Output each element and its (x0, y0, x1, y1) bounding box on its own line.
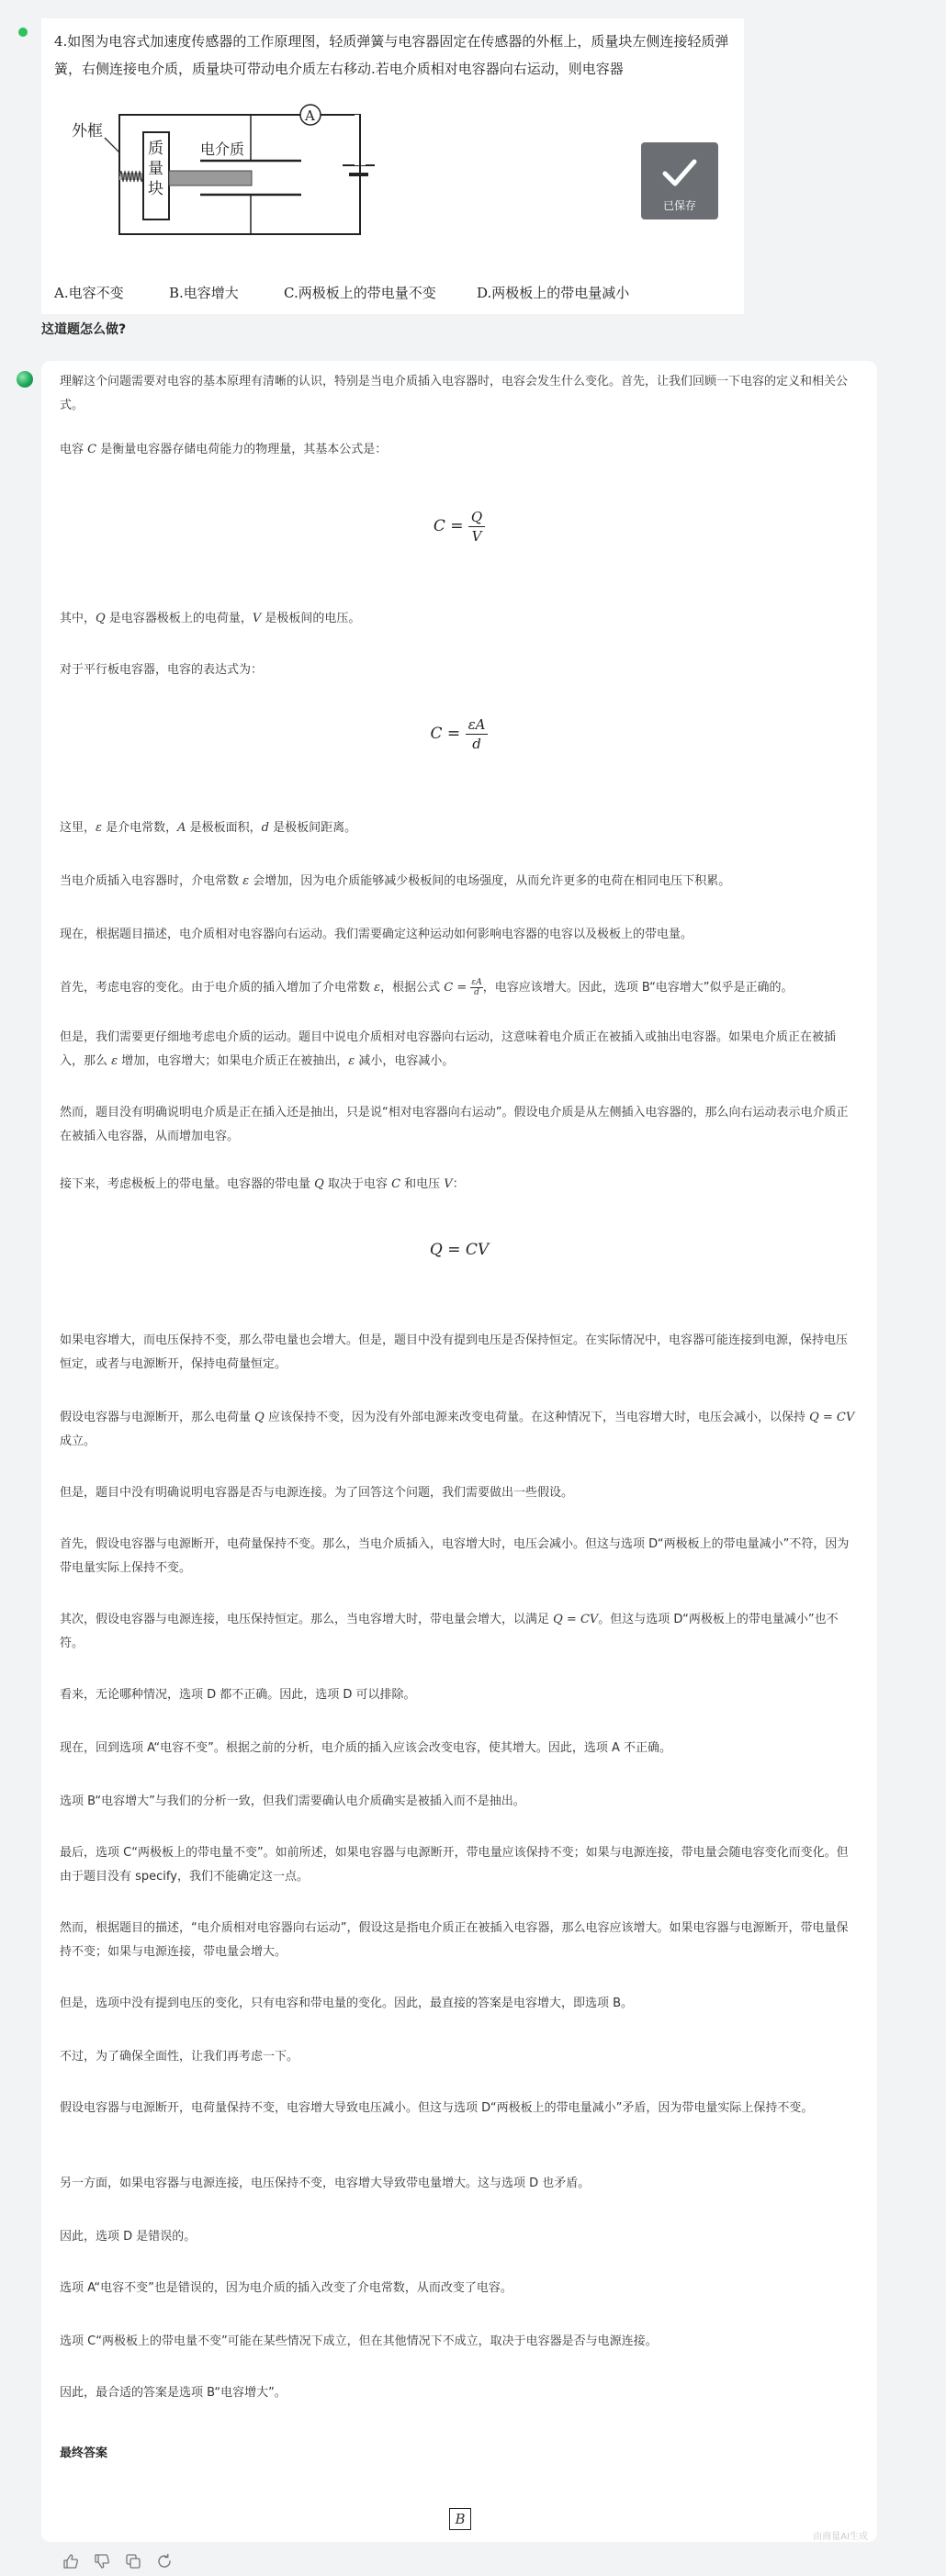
answer-card (41, 361, 877, 2542)
answer-paragraph: 首先，考虑电容的变化。由于电介质的插入增加了介电常数 ε，根据公式 C = $\frac{\varepsilon A}{d}$ ，电容应该增大。因此，选项 B“电容增大”似乎是正确的。 (60, 978, 794, 997)
thumbs-down-icon[interactable] (94, 2553, 110, 2570)
final-answer-title: 最终答案 (60, 2447, 108, 2460)
option-c: C.两极板上的带电量不变 (284, 285, 436, 301)
saved-label: 已保存 (662, 199, 696, 212)
answer-paragraph: 现在，根据题目描述，电介质相对电容器向右运动。我们需要确定这种运动如何影响电容器的电容以及极板上的带电量。 (60, 928, 693, 941)
user-question: 这道题怎么做? (41, 322, 127, 337)
outer-frame-label: 外框 (72, 122, 103, 141)
answer-paragraph: 但是，选项中没有提到电压的变化，只有电容和带电量的变化。因此，最直接的答案是电容增大，即选项 B。 (60, 1997, 634, 2010)
option-a: A.电容不变 (54, 285, 124, 301)
formula-parallel-plate: C = $\frac{\varepsilon A}{d}$ (41, 715, 877, 753)
answer-paragraph: 其次，假设电容器与电源连接，电压保持恒定。那么，当电容增大时，带电量会增大，以满足 Q = CV。但这与选项 D“两极板上的带电量减小”也不符。 (60, 1613, 839, 1650)
answer-paragraph: 选项 B“电容增大”与我们的分析一致，但我们需要确认电介质确实是被插入而不是抽出。 (60, 1794, 525, 1808)
answer-paragraph: 不过，为了确保全面性，让我们再考虑一下。 (60, 2050, 299, 2064)
answer-paragraph: 选项 C“两极板上的带电量不变”可能在某些情况下成立，但在其他情况下不成立，取决于电容器是否与电源连接。 (60, 2334, 658, 2348)
option-d: D.两极板上的带电量减小 (477, 285, 630, 301)
dielectric-slab (169, 171, 252, 186)
option-b: B.电容增大 (169, 285, 239, 301)
answer-paragraph: 另一方面，如果电容器与电源连接，电压保持不变，电容增大导致带电量增大。这与选项 D 也矛盾。 (60, 2177, 591, 2190)
mass-label-line-1: 质 (148, 140, 163, 158)
answer-paragraph: 因此，最合适的答案是选项 B“电容增大”。 (60, 2386, 287, 2400)
answer-paragraph: 但是，我们需要更仔细地考虑电介质的运动。题目中说电介质相对电容器向右运动，这意味着电介质正在被插入或抽出电容器。如果电介质正在被插入，那么 ε 增加，电容增大；如果电介质正在被抽出，ε 减小，电容减小。 (60, 1030, 837, 1068)
answer-paragraph: 理解这个问题需要对电容的基本原理有清晰的认识，特别是当电介质插入电容器时，电容会发生什么变化。首先，让我们回顾一下电容的定义和相关公式。 (60, 375, 849, 412)
status-dot (18, 28, 28, 37)
answer-paragraph: 最后，选项 C“两极板上的带电量不变”。如前所述，如果电容器与电源断开，带电量应该保持不变；如果与电源连接，带电量会随电容变化而变化。但由于题目没有 specify，我们不能确定这一点。 (60, 1846, 849, 1884)
ai-avatar-icon (17, 371, 33, 388)
spring-icon (119, 171, 143, 182)
answer-paragraph: 因此，选项 D 是错误的。 (60, 2230, 197, 2244)
ammeter-label: A (305, 107, 315, 124)
answer-paragraph: 接下来，考虑极板上的带电量。电容器的带电量 Q 取决于电容 C 和电压 V： (60, 1177, 465, 1191)
answer-paragraph: 对于平行板电容器，电容的表达式为： (60, 663, 264, 677)
answer-paragraph: 看来，无论哪种情况，选项 D 都不正确。因此，选项 D 可以排除。 (60, 1688, 416, 1702)
ai-generated-watermark: 由商量AI生成 (813, 2532, 868, 2542)
answer-paragraph: 首先，假设电容器与电源断开，电荷量保持不变。那么，当电介质插入，电容增大时，电压会减小。但这与选项 D“两极板上的带电量减小”不符，因为带电量实际上保持不变。 (60, 1537, 850, 1575)
answer-paragraph: 假设电容器与电源断开，电荷量保持不变，电容增大导致电压减小。但这与选项 D“两极板上的带电量减小”矛盾，因为带电量实际上保持不变。 (60, 2101, 814, 2115)
answer-paragraph: 然而，题目没有明确说明电介质是正在插入还是抽出，只是说“相对电容器向右运动”。假设电介质是从左侧插入电容器的，那么向右运动表示电介质正在被插入电容器，从而增加电容。 (60, 1106, 849, 1143)
mass-label (148, 140, 163, 198)
formula-q-eq-cv: Q = CV (429, 1241, 490, 1259)
regenerate-icon[interactable] (156, 2553, 173, 2570)
answer-paragraph: 选项 A“电容不变”也是错误的，因为电介质的插入改变了介电常数，从而改变了电容。 (60, 2281, 512, 2295)
answer-paragraph: 但是，题目中没有明确说明电容器是否与电源连接。为了回答这个问题，我们需要做出一些假设。 (60, 1486, 574, 1500)
battery-icon (343, 115, 375, 234)
answer-paragraph: 其中，Q 是电容器极板上的电荷量，V 是极板间的电压。 (60, 612, 361, 625)
check-icon (660, 153, 699, 192)
copy-icon[interactable] (125, 2553, 141, 2570)
response-toolbar (62, 2553, 191, 2571)
mass-label-line-3: 块 (148, 180, 163, 198)
answer-options (54, 283, 734, 305)
answer-paragraph: 然而，根据题目的描述，“电介质相对电容器向右运动”，假设这是指电介质正在被插入电容器，那么电容应该增大。如果电容器与电源断开，带电量保持不变；如果与电源连接，带电量会增大。 (60, 1921, 849, 1959)
answer-paragraph: 现在，回到选项 A“电容不变”。根据之前的分析，电介质的插入应该会改变电容，使其增大。因此，选项 A 不正确。 (60, 1741, 671, 1755)
formula-c-eq-q-over-v: C = $\frac{Q}{V}$ (41, 508, 877, 546)
answer-paragraph: 电容 C 是衡量电容器存储电荷能力的物理量，其基本公式是： (60, 443, 388, 456)
answer-paragraph: 当电介质插入电容器时，介电常数 ε 会增加，因为电介质能够减少极板间的电场强度，从而允许更多的电荷在相同电压下积累。 (60, 874, 731, 888)
thumbs-up-icon[interactable] (62, 2553, 79, 2570)
mass-label-line-2: 量 (148, 160, 163, 178)
dielectric-label: 电介质 (200, 141, 245, 158)
question-card (41, 18, 744, 314)
question-text: 4.如图为电容式加速度传感器的工作原理图，轻质弹簧与电容器固定在传感器的外框上，质量块左侧连接轻质弹簧，右侧连接电介质，质量块可带动电介质左右移动.若电介质相对电容器向右运动，则电容器 (54, 33, 729, 77)
answer-paragraph: 假设电容器与电源断开，那么电荷量 Q 应该保持不变，因为没有外部电源来改变电荷量。在这种情况下，当电容增大时，电压会减小，以保持 Q = CV 成立。 (60, 1411, 855, 1448)
saved-button[interactable] (641, 142, 718, 219)
sensor-diagram (62, 92, 393, 253)
final-answer-box: B (449, 2508, 471, 2530)
answer-paragraph: 这里，ε 是介电常数，A 是极板面积，d 是极板间距离。 (60, 821, 357, 835)
answer-paragraph: 如果电容增大，而电压保持不变，那么带电量也会增大。但是，题目中没有提到电压是否保持恒定。在实际情况中，电容器可能连接到电源，保持电压恒定，或者与电源断开，保持电荷量恒定。 (60, 1333, 849, 1371)
